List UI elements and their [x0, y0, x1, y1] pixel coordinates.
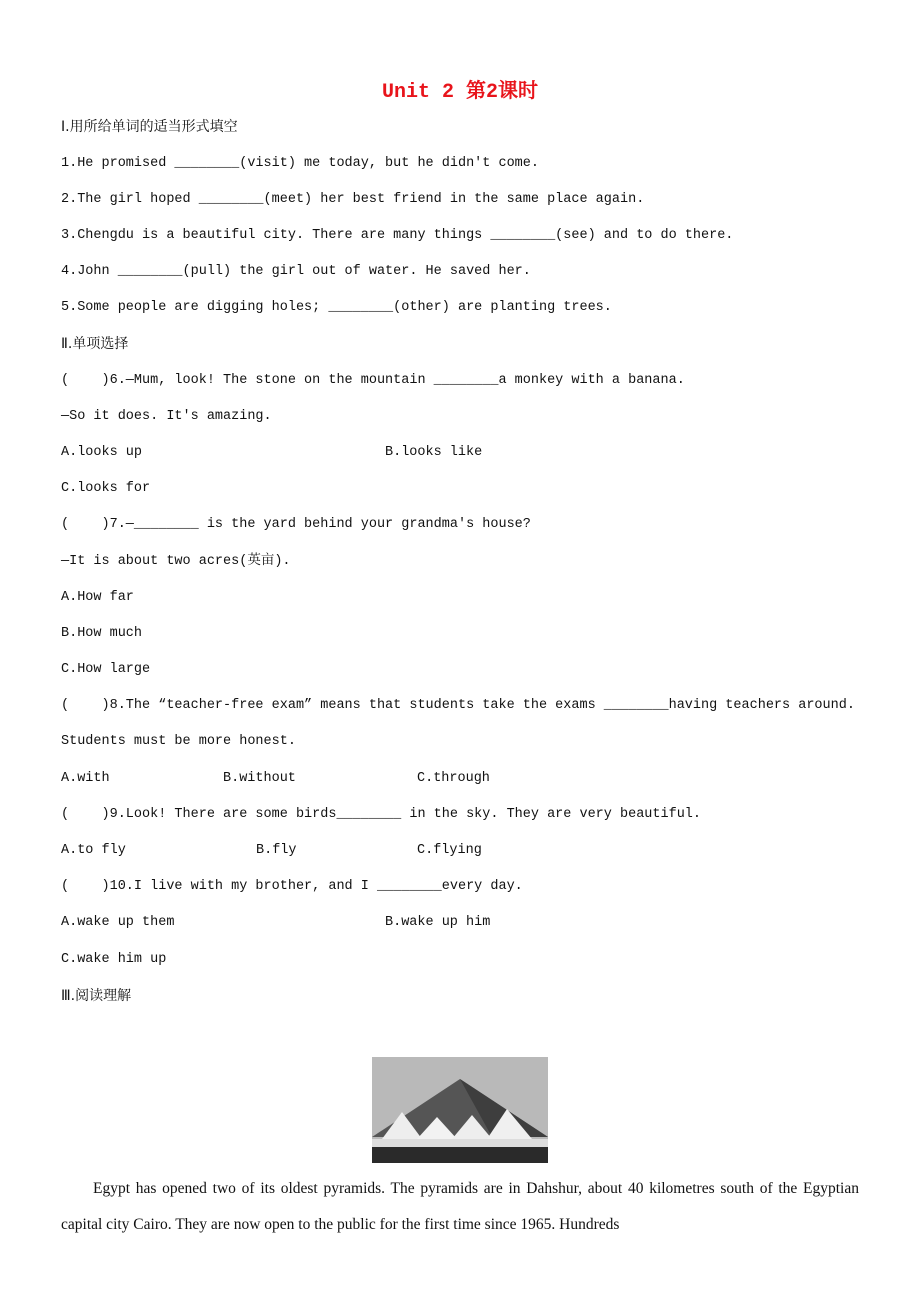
option-6b: B.looks like — [385, 445, 483, 460]
page-title: Unit 2 第2课时 — [381, 81, 538, 104]
option-10a: A.wake up them — [61, 915, 175, 930]
option-10c: C.wake him up — [61, 952, 167, 967]
option-7a: A.How far — [61, 590, 134, 605]
section-heading-1: Ⅰ.用所给单词的适当形式填空 — [61, 119, 238, 135]
question-7-reply: —It is about two acres(英亩). — [61, 554, 291, 569]
question-1: 1.He promised ________(visit) me today, but he didn't come. — [61, 156, 539, 171]
question-5: 5.Some people are digging holes; ________(other) are planting trees. — [61, 300, 612, 315]
question-6-reply: —So it does. It's amazing. — [61, 409, 272, 424]
option-9c: C.flying — [417, 843, 482, 858]
option-10b: B.wake up him — [385, 915, 491, 930]
question-8: ( )8.The “teacher-free exam” means that students take the exams ________having teachers around. — [61, 698, 855, 713]
option-6a: A.looks up — [61, 445, 143, 460]
section-heading-2: Ⅱ.单项选择 — [61, 336, 129, 352]
option-9b: B.fly — [256, 843, 297, 858]
question-6: ( )6.—Mum, look! The stone on the mountain ________a monkey with a banana. — [61, 373, 685, 388]
option-7b: B.How much — [61, 626, 143, 641]
section-heading-3: Ⅲ.阅读理解 — [61, 988, 132, 1004]
option-7c: C.How large — [61, 662, 151, 677]
question-7: ( )7.—________ is the yard behind your grandma's house? — [61, 517, 531, 532]
question-2: 2.The girl hoped ________(meet) her best friend in the same place again. — [61, 192, 645, 207]
question-4: 4.John ________(pull) the girl out of water. He saved her. — [61, 264, 531, 279]
option-8c: C.through — [417, 771, 490, 786]
option-6c: C.looks for — [61, 481, 151, 496]
option-9a: A.to fly — [61, 843, 126, 858]
option-8a: A.with — [61, 771, 110, 786]
question-9: ( )9.Look! There are some birds________ in the sky. They are very beautiful. — [61, 807, 702, 822]
pyramid-photo — [372, 1057, 548, 1163]
question-3: 3.Chengdu is a beautiful city. There are many things ________(see) and to do there. — [61, 228, 734, 243]
option-8b: B.without — [223, 771, 296, 786]
question-10: ( )10.I live with my brother, and I ________every day. — [61, 879, 523, 894]
question-8-cont: Students must be more honest. — [61, 734, 296, 749]
reading-passage: Egypt has opened two of its oldest pyramids. The pyramids are in Dahshur, about 40 kilometres south of the Egyptian capital city Cairo. They are now open to the public for the first time since 1965. Hundreds — [61, 1180, 859, 1233]
